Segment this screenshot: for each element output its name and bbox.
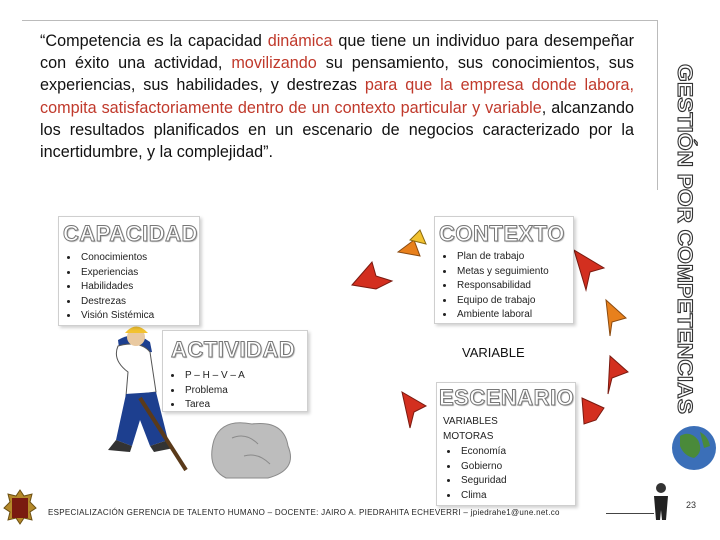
list-item: • Ambiente laboral — [455, 308, 549, 323]
list-item: • Plan de trabajo — [455, 250, 549, 265]
escenario-intro-line: MOTORAS — [443, 430, 494, 442]
card-escenario — [436, 382, 576, 506]
quote-highlight-context: para que la empresa donde labora, compita satisfactoriamente dentro de un contexto particular y variable — [40, 76, 634, 117]
side-title-text: GESTIÓN POR COMPETENCIAS — [673, 64, 697, 393]
card-contexto-title: CONTEXTO — [439, 221, 565, 246]
card-capacidad-title: CAPACIDAD — [63, 221, 198, 246]
arrow-orange-top-left — [398, 240, 420, 256]
card-escenario-title: ESCENARIO — [439, 385, 575, 410]
arrow-red-bottom-right — [582, 398, 604, 424]
university-crest-icon — [4, 490, 36, 524]
footer-divider — [606, 513, 654, 514]
list-item: • Conocimientos — [79, 251, 154, 266]
card-actividad — [162, 330, 308, 412]
arrow-red-bottom-left — [402, 392, 426, 428]
arrow-red-right-2 — [608, 356, 628, 394]
arrow-red-left — [352, 262, 392, 289]
list-item: • Responsabilidad — [455, 279, 549, 294]
card-actividad-title: ACTIVIDAD — [171, 337, 296, 362]
list-item: • Seguridad — [459, 474, 507, 489]
globe-illustration — [672, 426, 716, 470]
list-item: • Clima — [459, 489, 507, 504]
list-item: • Destrezas — [79, 295, 154, 310]
list-item: • Gobierno — [459, 460, 507, 475]
card-actividad-list — [167, 369, 245, 413]
list-item: • Equipo de trabajo — [455, 294, 549, 309]
card-capacidad — [58, 216, 200, 326]
quote-highlight-movilizando: movilizando — [231, 54, 317, 73]
quote-text-3: su pensamiento, sus conocimientos, sus experiencias, sus habilidades, y destrezas — [40, 54, 634, 95]
card-capacidad-list — [63, 251, 154, 324]
card-contexto — [434, 216, 574, 324]
list-item: • Problema — [183, 384, 245, 399]
card-contexto-list — [439, 250, 549, 323]
list-item: • Experiencias — [79, 266, 154, 281]
variable-label: VARIABLE — [462, 345, 525, 360]
rock-illustration — [212, 423, 291, 478]
quote-text-1: “Competencia es la capacidad — [40, 32, 268, 50]
card-escenario-intro — [443, 415, 498, 444]
card-escenario-list — [443, 445, 507, 503]
list-item: • Habilidades — [79, 280, 154, 295]
escenario-intro-line: VARIABLES — [443, 416, 498, 427]
quote-text-2: que tiene un individuo para desempeñar con éxito una actividad, — [40, 32, 634, 73]
list-item: • Visión Sistémica — [79, 309, 154, 324]
list-item: • Tarea — [183, 398, 245, 413]
arrow-orange-right — [606, 300, 626, 336]
quote-highlight-dinamica: dinámica — [267, 32, 333, 50]
arrow-red-right-1 — [574, 250, 604, 290]
businessman-illustration — [654, 483, 668, 520]
quote-text-4: , alcanzando los resultados planificados en un escenario de negocios caracterizado por la incertidumbre, y la complejidad”. — [40, 98, 634, 162]
list-item: • Metas y seguimiento — [455, 265, 549, 280]
page-number: 23 — [686, 500, 697, 510]
footer-text: ESPECIALIZACIÓN GERENCIA DE TALENTO HUMANO – DOCENTE: JAIRO A. PIEDRAHITA ECHEVERRI – jpiedrahe1@une.net.co — [48, 508, 560, 517]
list-item: • Economía — [459, 445, 507, 460]
list-item: • P – H – V – A — [183, 369, 245, 384]
